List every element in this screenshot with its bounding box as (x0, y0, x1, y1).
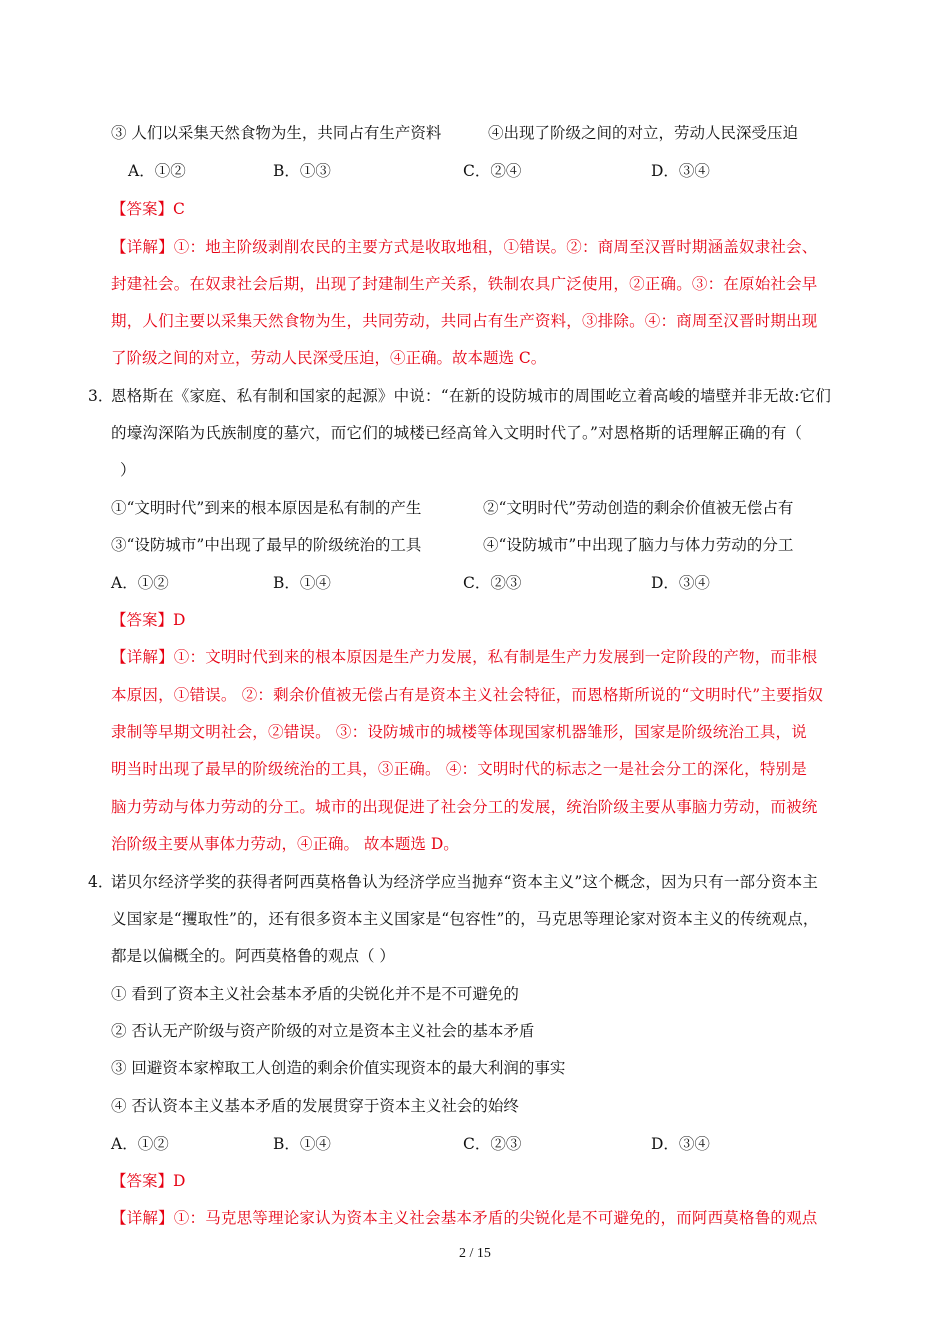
q4-option-d: D．③④ (651, 1135, 710, 1153)
q4-stem-line-2: 义国家是“攫取性”的，还有很多资本主义国家是“包容性”的，马克思等理论家对资本主义的传统观点， (111, 910, 819, 928)
q4-item-1: ① 看到了资本主义社会基本矛盾的尖锐化并不是不可避免的 (111, 985, 519, 1003)
q4-answer: 【答案】D (111, 1172, 186, 1190)
q3-stem-line-2: 的壕沟深陷为氏族制度的墓穴，而它们的城楼已经高耸入文明时代了。”对恩格斯的话理解正确的有（ (111, 424, 803, 442)
q3-stem-line-1: 恩格斯在《家庭、私有制和国家的起源》中说：“在新的设防城市的周围屹立着高峻的墙壁并非无故:它们 (111, 387, 832, 405)
q2-detail-line-1: 【详解】①：地主阶级剥削农民的主要方式是收取地租，①错误。②：商周至汉晋时期涵盖奴隶社会、 (111, 238, 818, 256)
q4-item-2: ② 否认无产阶级与资产阶级的对立是资本主义社会的基本矛盾 (111, 1022, 535, 1040)
q3-answer: 【答案】D (111, 611, 186, 629)
page-number: 2 / 15 (459, 1246, 491, 1261)
q3-detail-line-4: 明当时出现了最早的阶级统治的工具，③正确。 ④：文明时代的标志之一是社会分工的深化，特别是 (111, 760, 807, 778)
q4-stem-line-1: 诺贝尔经济学奖的获得者阿西莫格鲁认为经济学应当抛弃“资本主义”这个概念，因为只有一部分资本主 (111, 873, 819, 891)
q2-detail-line-3: 期，人们主要以采集天然食物为生，共同劳动，共同占有生产资料，③排除。④：商周至汉晋时期出现 (111, 312, 818, 330)
q3-detail-line-5: 脑力劳动与体力劳动的分工。城市的出现促进了社会分工的发展，统治阶级主要从事脑力劳动，而被统 (111, 798, 818, 816)
q2-detail-line-2: 封建社会。在奴隶社会后期，出现了封建制生产关系，铁制农具广泛使用，②正确。③：在原始社会早 (111, 275, 818, 293)
q4-option-b: B．①④ (273, 1135, 331, 1153)
q2-option-c: C．②④ (463, 162, 522, 180)
q2-detail-line-4: 了阶级之间的对立，劳动人民深受压迫，④正确。故本题选 C。 (111, 349, 547, 367)
q3-option-c: C．②③ (463, 574, 522, 592)
q4-item-3: ③ 回避资本家榨取工人创造的剩余价值实现资本的最大利润的事实 (111, 1059, 566, 1077)
q3-item-1: ①“文明时代”到来的根本原因是私有制的产生 (111, 499, 422, 517)
q3-number: 3． (88, 387, 114, 405)
q3-item-3: ③“设防城市”中出现了最早的阶级统治的工具 (111, 536, 422, 554)
q2-option-b: B．①③ (273, 162, 331, 180)
q2-item-3: ③ 人们以采集天然食物为生，共同占有生产资料 (111, 124, 442, 142)
q2-item-4: ④出现了阶级之间的对立，劳动人民深受压迫 (488, 124, 799, 142)
q4-option-c: C．②③ (463, 1135, 522, 1153)
q3-detail-line-1: 【详解】①：文明时代到来的根本原因是生产力发展，私有制是生产力发展到一定阶段的产物，而非根 (111, 648, 818, 666)
q4-option-a: A．①② (111, 1135, 169, 1153)
q4-stem-line-3: 都是以偏概全的。阿西莫格鲁的观点（ ） (111, 947, 395, 965)
q2-option-d: D．③④ (651, 162, 710, 180)
q2-answer: 【答案】C (111, 200, 185, 218)
q3-item-2: ②“文明时代”劳动创造的剩余价值被无偿占有 (483, 499, 794, 517)
q3-item-4: ④“设防城市”中出现了脑力与体力劳动的分工 (483, 536, 794, 554)
q3-detail-line-3: 隶制等早期文明社会，②错误。 ③：设防城市的城楼等体现国家机器雏形，国家是阶级统治工具，说 (111, 723, 807, 741)
q3-option-d: D．③④ (651, 574, 710, 592)
q4-number: 4． (88, 873, 114, 891)
q3-option-a: A．①② (111, 574, 169, 592)
q4-detail-line-1: 【详解】①：马克思等理论家认为资本主义社会基本矛盾的尖锐化是不可避免的，而阿西莫格鲁的观点 (111, 1209, 818, 1227)
q3-option-b: B．①④ (273, 574, 331, 592)
q2-option-a: A．①② (128, 162, 186, 180)
q3-detail-line-2: 本原因，①错误。 ②：剩余价值被无偿占有是资本主义社会特征，而恩格斯所说的“文明时代”主要指奴 (111, 686, 824, 704)
q3-detail-line-6: 治阶级主要从事体力劳动，④正确。 故本题选 D。 (111, 835, 459, 853)
q3-stem-line-3: ） (120, 461, 136, 479)
q4-item-4: ④ 否认资本主义基本矛盾的发展贯穿于资本主义社会的始终 (111, 1097, 519, 1115)
